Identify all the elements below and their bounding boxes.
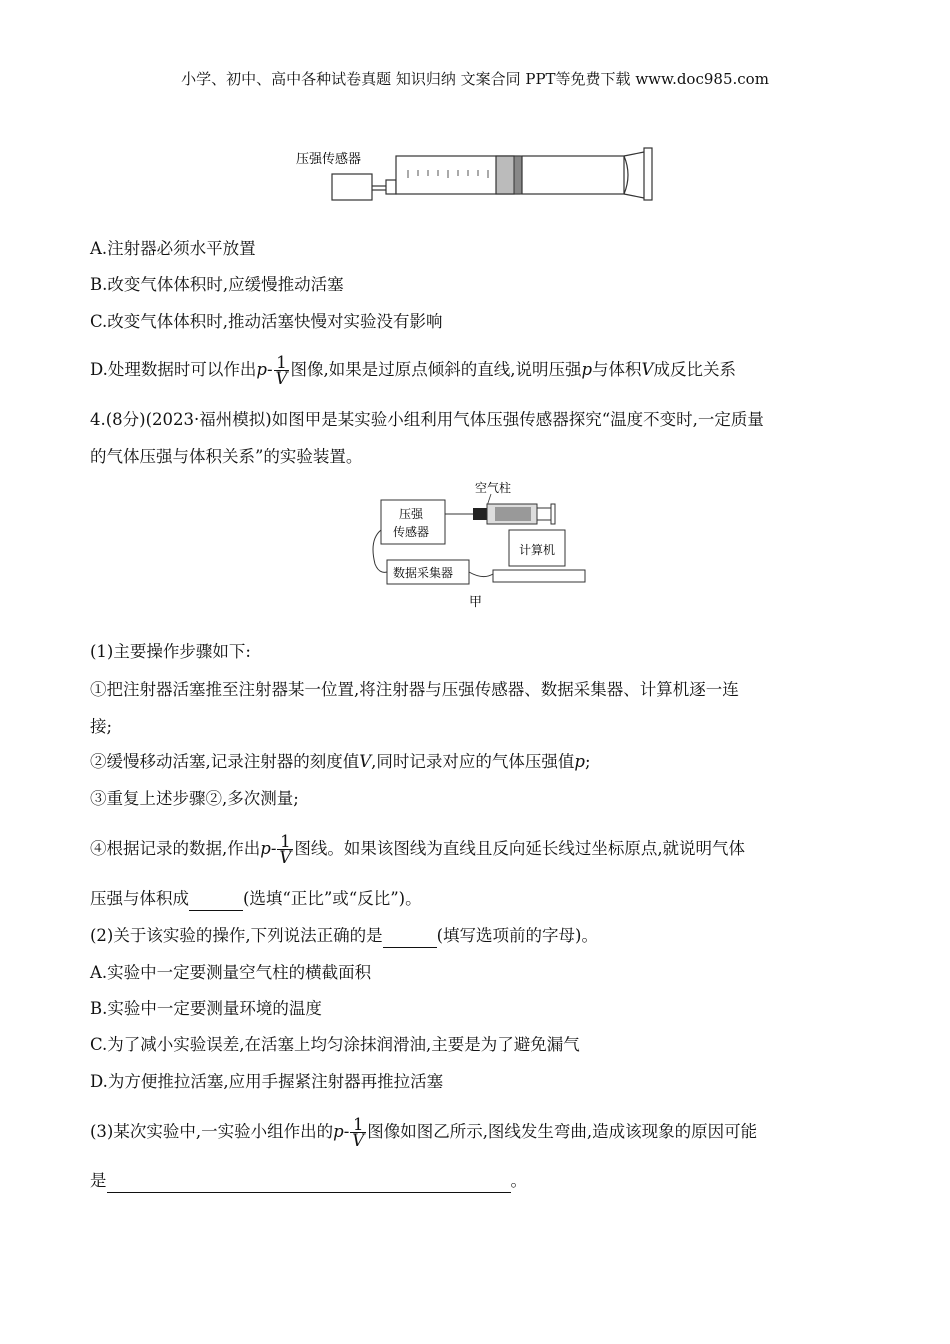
option-a: A.注射器必须水平放置 [90,239,256,258]
step4-line2: 压强与体积成 (选填“正比”或“反比”)。 [90,888,422,911]
answer-blank[interactable] [107,1170,511,1193]
part2-option-d: D.为方便推拉活塞,应用手握紧注射器再推拉活塞 [90,1072,444,1091]
step1-line1: ①把注射器活塞推至注射器某一位置,将注射器与压强传感器、数据采集器、计算机逐一连 [90,680,739,699]
syringe-sensor-figure [290,142,660,206]
part2-option-a: A.实验中一定要测量空气柱的横截面积 [90,963,372,982]
part1-title: (1)主要操作步骤如下: [90,642,251,661]
part2-option-b: B.实验中一定要测量环境的温度 [90,999,322,1018]
plunger-handle [644,148,652,200]
step1-line2: 接; [90,717,113,736]
page-header: 小学、初中、高中各种试卷真题 知识归纳 文案合同 PPT等免费下载 www.doc985.com [181,70,769,88]
q4-intro-line2: 的气体压强与体积关系”的实验装置。 [90,447,363,466]
step4-line1: ④根据记录的数据,作出p- $\frac{1}{V}$ 图线。如果该图线为直线且反向延长线过坐标原点,就说明气体 [90,832,746,867]
part3-line1: (3)某次实验中,一实验小组作出的p- $\frac{1}{V}$ 图像如图乙所示,图线发生弯曲,造成该现象的原因可能 [90,1115,758,1150]
sensor-label: 压强传感器 [296,152,362,167]
fraction-one-over-v: $\frac{1}{V}$ [275,353,288,388]
q4-intro-line1: 4.(8分)(2023·福州模拟)如图甲是某实验小组利用气体压强传感器探究“温度不变时,一定质量 [90,410,764,429]
svg-text:数据采集器: 数据采集器 [393,566,454,580]
figure-caption: 甲 [469,595,483,610]
answer-blank[interactable] [383,925,437,948]
apparatus-figure [365,474,595,612]
svg-text:传感器: 传感器 [393,525,430,539]
air-column-label: 空气柱 [475,481,512,495]
step3: ③重复上述步骤②,多次测量; [90,789,299,808]
option-d: D.处理数据时可以作出p- $\frac{1}{V}$ 图像,如果是过原点倾斜的直线,说明压强p与体积V成反比关系 [90,353,736,388]
step2: ②缓慢移动活塞,记录注射器的刻度值V,同时记录对应的气体压强值p; [90,752,591,771]
svg-text:计算机: 计算机 [519,543,556,557]
svg-text:压强: 压强 [399,507,424,521]
part2-question: (2)关于该实验的操作,下列说法正确的是 (填写选项前的字母)。 [90,925,598,948]
option-b: B.改变气体体积时,应缓慢推动活塞 [90,275,344,294]
answer-blank[interactable] [189,888,243,911]
part2-option-c: C.为了减小实验误差,在活塞上均匀涂抹润滑油,主要是为了避免漏气 [90,1035,580,1054]
part3-line2: 是 。 [90,1170,527,1193]
option-c: C.改变气体体积时,推动活塞快慢对实验没有影响 [90,312,443,331]
syringe-tip [386,180,396,194]
sensor-box [332,174,372,200]
